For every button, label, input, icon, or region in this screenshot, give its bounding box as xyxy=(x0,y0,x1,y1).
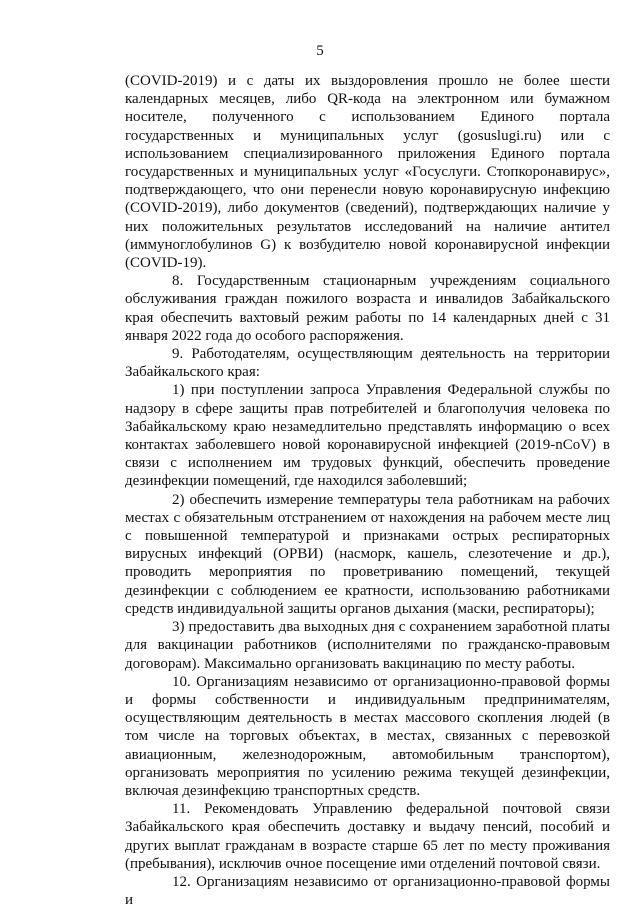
paragraph-item-10: 10. Организациям независимо от организационно-правовой формы и формы собственности и индивидуальным предпринимателям, осуществляющим деятельность в местах массового скопления людей (в том числе на торговых объектах, в местах, связанных с перевозкой авиационным, железнодорожным, автомобильным транспортом), организовать мероприятия по усилению режима текущей дезинфекции, включая дезинфекцию транспортных средств. xyxy=(125,673,610,799)
paragraph-item-11: 11. Рекомендовать Управлению федеральной почтовой связи Забайкальского края обеспечить доставку и выдачу пенсий, пособий и других выплат гражданам в возрасте старше 65 лет по месту проживания (пребывания), исключив очное посещение ими отделений почтовой связи. xyxy=(125,801,610,872)
paragraph-item-8: 8. Государственным стационарным учреждениям социального обслуживания граждан пожилого возраста и инвалидов Забайкальского края обеспечить вахтовый режим работы по 14 календарных дней с 31 января 2022 года до особого распоряжения. xyxy=(125,273,610,344)
paragraph-subitem-3: 3) предоставить два выходных дня с сохранением заработной платы для вакцинации работников (исполнителями по гражданско-правовым договорам). Максимально организовать вакцинацию по месту работы. xyxy=(125,619,610,672)
document-body xyxy=(125,72,610,909)
page-number: 5 xyxy=(316,43,324,59)
paragraph-continuation: (COVID-2019) и с даты их выздоровления прошло не более шести календарных месяцев, либо QR-кода на электронном или бумажном носителе, полученного с использованием Единого портала государственных и муниципальных услуг (gosuslugi.ru) или с использованием специализированного приложения Единого портала государственных и муниципальных услуг «Госуслуги. Стопкоронавирус», подтверждающего, что они перенесли новую коронавирусную инфекцию (COVID-2019), либо документов (сведений), подтверждающих наличие у них положительных результатов исследований на наличие антител (иммуноглобулинов G) к возбудителю новой коронавирусной инфекции (COVID-19). xyxy=(125,73,610,272)
paragraph-item-9: 9. Работодателям, осуществляющим деятельность на территории Забайкальского края: xyxy=(125,346,610,381)
paragraph-subitem-1: 1) при поступлении запроса Управления Федеральной службы по надзору в сфере защиты прав потребителей и благополучия человека по Забайкальскому краю незамедлительно представлять информацию о всех контактах заболевшего новой коронавирусной инфекцией (2019-nCoV) в связи с исполнением им трудовых функций, обеспечить проведение дезинфекции помещений, где находился заболевший; xyxy=(125,382,610,490)
paragraph-item-12: 12. Организациям независимо от организационно-правовой формы и xyxy=(125,873,610,909)
paragraph-subitem-2: 2) обеспечить измерение температуры тела работникам на рабочих местах с обязательным отстранением от нахождения на рабочем месте лиц с повышенной температурой и признаками острых респираторных вирусных инфекций (ОРВИ) (насморк, кашель, слезотечение и др.), проводить мероприятия по проветриванию помещений, текущей дезинфекции с соблюдением ее кратности, использованию работниками средств индивидуальной защиты органов дыхания (маски, респираторы); xyxy=(125,491,610,617)
